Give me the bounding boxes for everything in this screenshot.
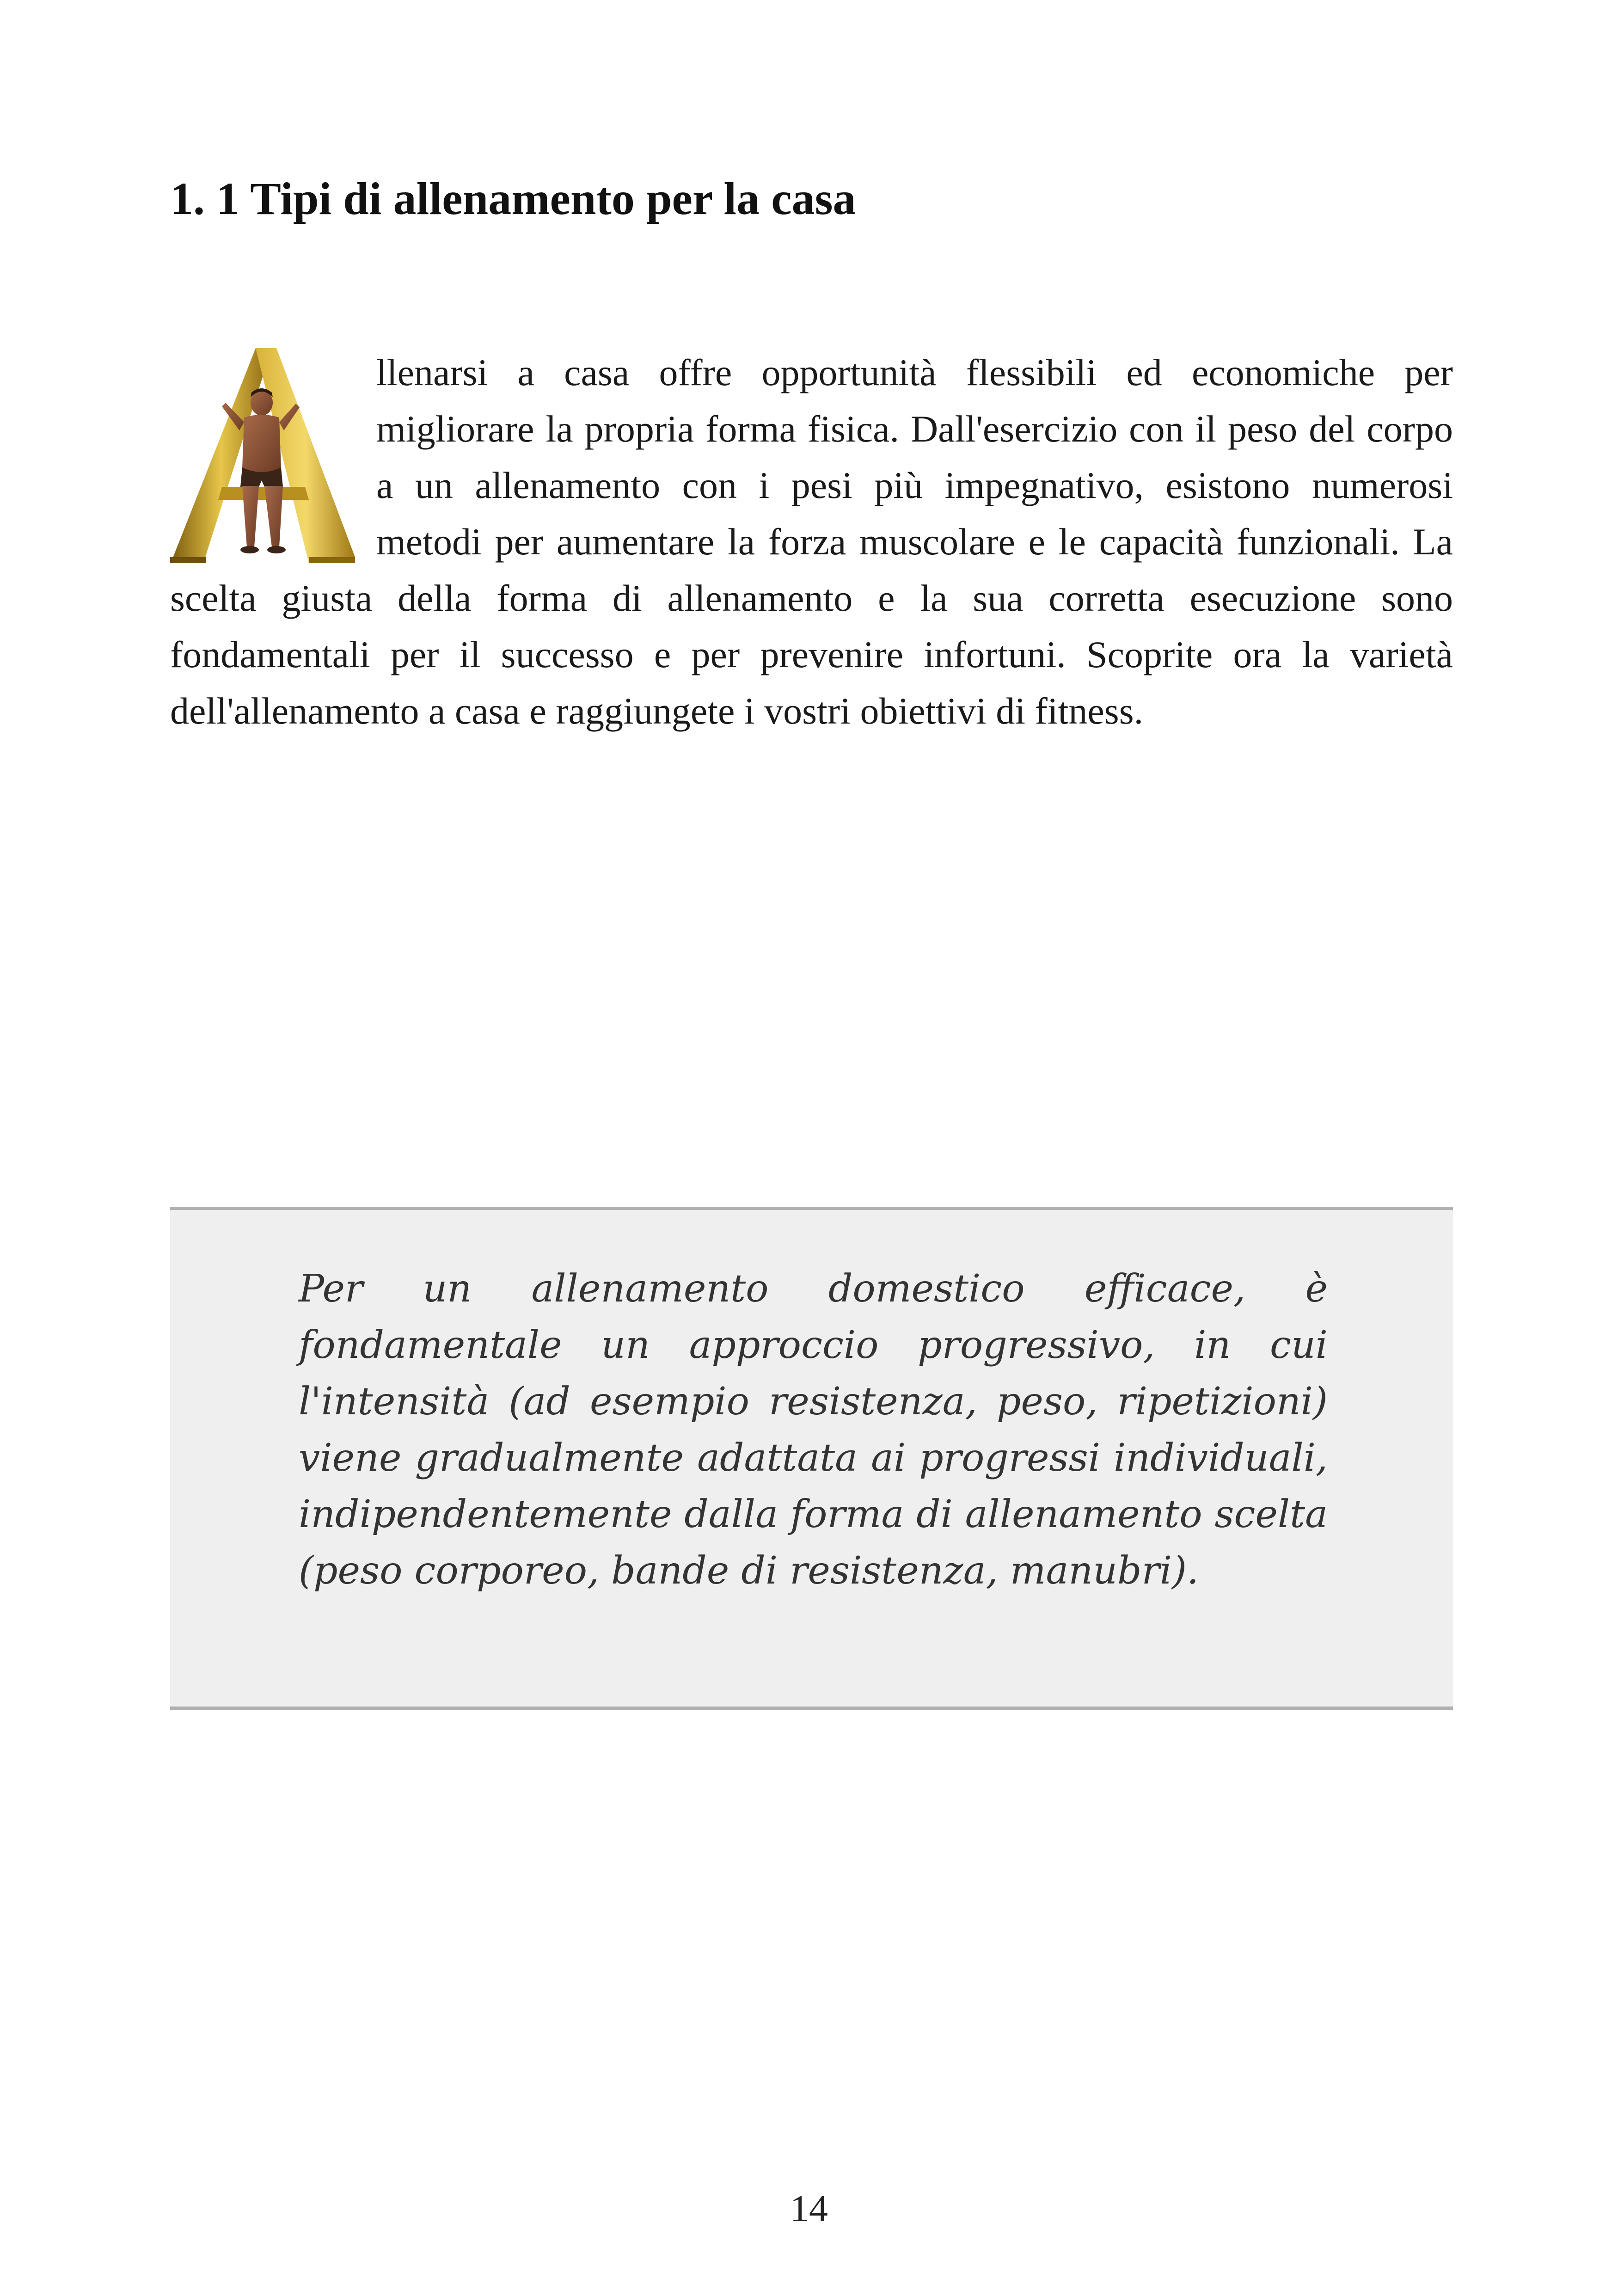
callout-text: Per un allenamento domestico efficace, è fondamentale un approccio progressivo, in cui l'intensità (ad esempio resistenza, peso, ripetizioni) viene gradualmente adattata ai progressi individuali, indipendentemente dalla forma di allenamento scelta (peso corporeo, bande di resistenza, manubri). [299,1267,1328,1593]
intro-text: llenarsi a casa offre opportunità flessibili ed economiche per migliorare la propria forma fisica. Dall'esercizio con il peso del corpo a un allenamento con i pesi più impegnativo, esistono numerosi metodi per aumentare la forza muscolare e le capacità funzionali. La scelta giusta della forma di allenamento e la sua corretta esecuzione sono fondamentali per il successo e per prevenire infortuni. Scoprite ora la varietà dell'allenamento a casa e raggiungete i vostri obiettivi di fitness. [170,351,1453,732]
page-number: 14 [790,2187,828,2229]
dropcap-a-figure-icon [170,348,355,565]
callout-box [170,1207,1453,1710]
intro-paragraph [170,344,1453,739]
dropcap-illustration [170,348,355,565]
section-heading: 1. 1 Tipi di allenamento per la casa [170,173,856,224]
